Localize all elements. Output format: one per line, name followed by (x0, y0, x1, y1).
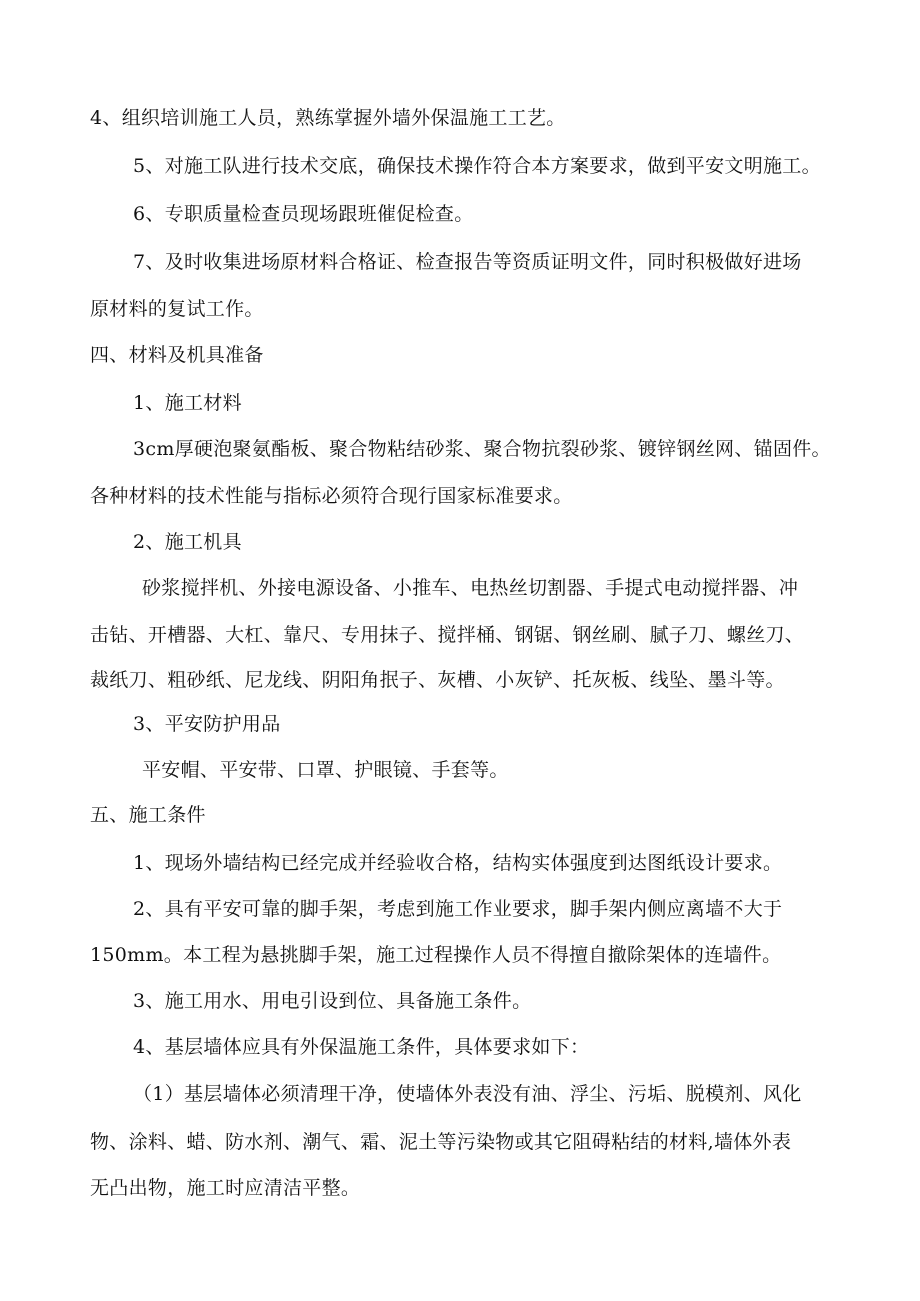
requirement-1-line-2: 物、涂料、蜡、防水剂、潮气、霜、泥土等污染物或其它阻碍粘结的材料,墙体外表 (90, 1131, 792, 1153)
condition-4: 4、基层墙体应具有外保温施工条件，具体要求如下： (133, 1036, 590, 1058)
paragraph-item-7-line-1: 7、及时收集进场原材料合格证、检查报告等资质证明文件，同时积极做好进场 (133, 251, 802, 273)
paragraph-item-4: 4、组织培训施工人员，熟练掌握外墙外保温施工工艺。 (90, 107, 566, 129)
materials-line-1: 3cm厚硬泡聚氨酯板、聚合物粘结砂浆、聚合物抗裂砂浆、镀锌钢丝网、锚固件。 (133, 438, 831, 460)
requirement-1-line-3: 无凸出物，施工时应清洁平整。 (90, 1177, 361, 1199)
section-heading-5: 五、施工条件 (90, 804, 206, 826)
subheading-tools: 2、施工机具 (133, 531, 242, 553)
tools-line-3: 裁纸刀、粗砂纸、尼龙线、阴阳角抿子、灰槽、小灰铲、托灰板、线坠、墨斗等。 (90, 669, 785, 691)
safety-line: 平安帽、平安带、口罩、护眼镜、手套等。 (142, 759, 509, 781)
section-heading-4: 四、材料及机具准备 (90, 344, 264, 366)
requirement-1-line-1: （1）基层墙体必须清理干净，使墙体外表没有油、浮尘、污垢、脱模剂、风化 (133, 1083, 802, 1105)
condition-2-line-2: 150mm。本工程为悬挑脚手架，施工过程操作人员不得擅自撤除架体的连墙件。 (90, 944, 782, 966)
condition-3: 3、施工用水、用电引设到位、具备施工条件。 (133, 990, 532, 1012)
tools-line-1: 砂浆搅拌机、外接电源设备、小推车、电热丝切割器、手提式电动搅拌器、冲 (142, 577, 799, 599)
condition-2-line-1: 2、具有平安可靠的脚手架，考虑到施工作业要求，脚手架内侧应离墙不大于 (133, 898, 783, 920)
paragraph-item-7-line-2: 原材料的复试工作。 (90, 298, 264, 320)
materials-line-2: 各种材料的技术性能与指标必须符合现行国家标准要求。 (90, 485, 573, 507)
subheading-safety: 3、平安防护用品 (133, 713, 281, 735)
paragraph-item-6: 6、专职质量检查员现场跟班催促检查。 (133, 203, 474, 225)
condition-1: 1、现场外墙结构已经完成并经验收合格，结构实体强度到达图纸设计要求。 (133, 852, 783, 874)
paragraph-item-5: 5、对施工队进行技术交底，确保技术操作符合本方案要求，做到平安文明施工。 (133, 155, 821, 177)
subheading-materials: 1、施工材料 (133, 392, 242, 414)
tools-line-2: 击钻、开槽器、大杠、靠尺、专用抹子、搅拌桶、钢锯、钢丝刷、腻子刀、螺丝刀、 (90, 624, 805, 646)
